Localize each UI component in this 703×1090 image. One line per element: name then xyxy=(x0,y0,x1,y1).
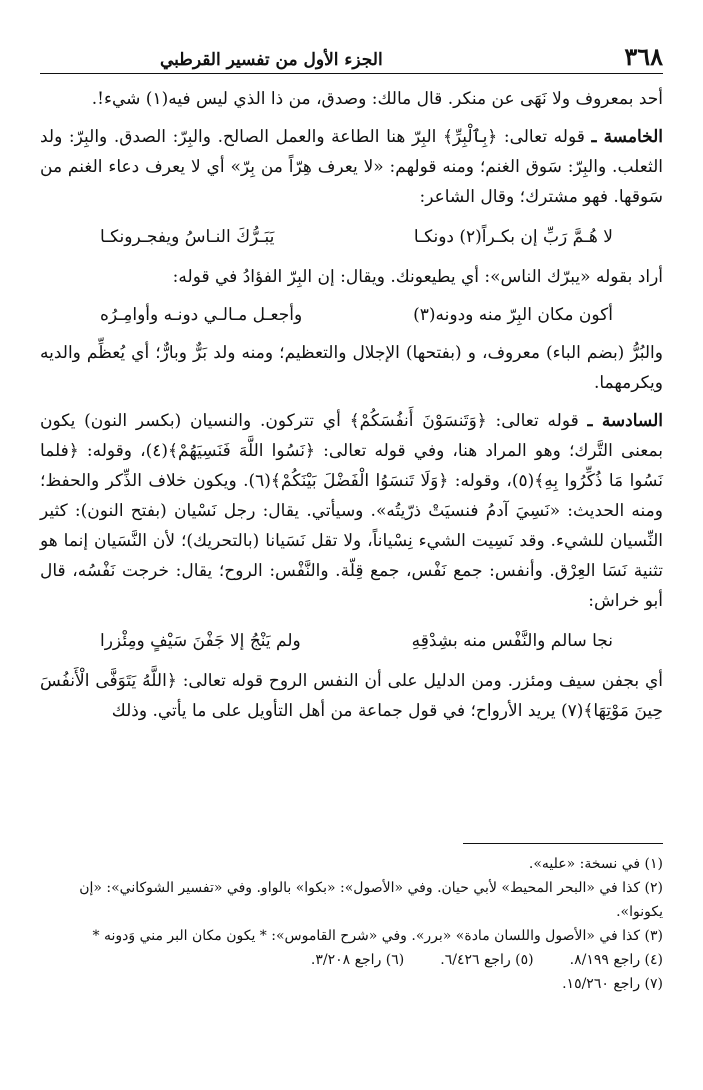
paragraph-text: أي بجفن سيف ومئزر. ومن الدليل على أن النفس الروح قوله تعالى: ﴿اللَّهُ يَتَوَفَّى الْأَنفُسَ حِينَ مَوْتِهَا﴾(٧) يريد الأرواح؛ في قول جماعة من أهل التأويل على ما يأتي. وذلك xyxy=(40,671,663,721)
paragraph-fifth xyxy=(40,122,663,212)
footnotes xyxy=(40,852,663,996)
verse-second-half: يَبَـرُّكَ النـاسُ ويفجـرونكـا xyxy=(100,227,275,247)
paragraph-sixth xyxy=(40,406,663,616)
footnote: (٦) راجع ٣/٢٠٨. xyxy=(310,952,405,968)
section-lead: السادسة ـ xyxy=(587,411,663,431)
page-header xyxy=(40,38,663,74)
footnote: (٥) راجع ٦/٤٢٦. xyxy=(440,952,534,968)
footnote: (٢) كذا في «البحر المحيط» لأبي حيان. وفي «الأصول»: «بكوا» بالواو. وفي «تفسير الشوكاني»: «إن يكونوا». xyxy=(79,880,663,920)
footnote: (١) في نسخة: «عليه». xyxy=(528,856,663,872)
footnote: (٤) راجع ٨/١٩٩. xyxy=(569,952,663,968)
footnote: (٧) راجع ١٥/٢٦٠. xyxy=(562,976,663,992)
section-lead: الخامسة ـ xyxy=(591,127,664,147)
footnote-row xyxy=(40,948,663,972)
paragraph-text: والبُرُّ (بضم الباء) معروف، و (بفتحها) الإجلال والتعظيم؛ ومنه ولد بَرٌّ وبارٌّ؛ أي يُعظِّم والديه ويكرمهما. xyxy=(40,343,663,393)
verse-first-half: أكون مكان البِرّ منه ودونه(٣) xyxy=(413,305,613,325)
verse-first-half: لا هُـمَّ رَبِّ إن بكـراً(٢) دونكـا xyxy=(413,227,613,247)
verse-second-half: وأجعـل مـالـي دونـه وأوامِـرُه xyxy=(100,305,303,325)
footnote: (٣) كذا في «الأصول واللسان مادة» «برر». وفي «شرح القاموس»: * يكون مكان البر مني وَدونه * xyxy=(92,928,663,944)
running-title: الجزء الأول من تفسير القرطبي xyxy=(160,50,383,70)
paragraph-text: قوله تعالى: ﴿بِٱلْبِرِّ﴾ البِرّ هنا الطاعة والعمل الصالح. والبِرّ: الصدق. والبِرّ: ولد الثعلب. والبِرّ: سَوق الغنم؛ ومنه قولهم: «لا يعرف هِرّاً من بِرّ» أي لا يعرف دعاء الغنم من سَوقها. فهو مشترك؛ وقال الشاعر: xyxy=(40,127,663,207)
poem-verse xyxy=(40,300,663,330)
poem-verse xyxy=(40,626,663,656)
footnote-divider xyxy=(463,843,663,844)
text-line: أحد بمعروف ولا نَهَى عن منكر. قال مالك: وصدق، من ذا الذي ليس فيه(١) شيء!. xyxy=(91,89,663,109)
main-text xyxy=(40,84,663,730)
page-number: ٣٦٨ xyxy=(624,42,663,71)
paragraph-text: أراد بقوله «يبرّك الناس»: أي يطيعونك. ويقال: إن البِرّ الفؤادُ في قوله: xyxy=(172,267,663,287)
verse-second-half: ولم يَنْجُ إلا جَفْنَ سَيْفٍ ومِئْزرا xyxy=(100,631,301,651)
poem-verse xyxy=(40,222,663,252)
verse-first-half: نجا سالم والنَّفْس منه بشِدْقِهِ xyxy=(411,631,613,651)
paragraph-text: قوله تعالى: ﴿وَتَنسَوْنَ أَنفُسَكُمْ﴾ أي تتركون. والنسيان (بكسر النون) يكون بمعنى التَّرك؛ وهو المراد هنا، وفي قوله تعالى: ﴿نَسُوا اللَّهَ فَنَسِيَهُمْ﴾(٤)، وقوله: ﴿فلما نَسُوا مَا ذُكِّرُوا بِهِ﴾(٥)، وقوله: ﴿وَلَا تَنسَوُا الْفَضْلَ بَيْنَكُمْ﴾(٦). ويكون خلاف الذِّكر والحفظ؛ ومنه الحديث: «نَسِيَ آدمُ فنسيَتْ ذرّيتُه». وسيأتي. يقال: رجل نَسْيان (بفتح النون): كثير النِّسيان للشيء. وقد نَسِيت الشيء نِسْياناً، ولا تقل نَسَيانا (بالتحريك)؛ لأن النَّسَيان إنما هو تثنية نَسَا العِرْق. وأنفس: جمع نَفْس، جمع قِلّة. والنَّفْس: الروح؛ يقال: خرجت نَفْسُه، قال أبو خراش: xyxy=(40,411,663,611)
